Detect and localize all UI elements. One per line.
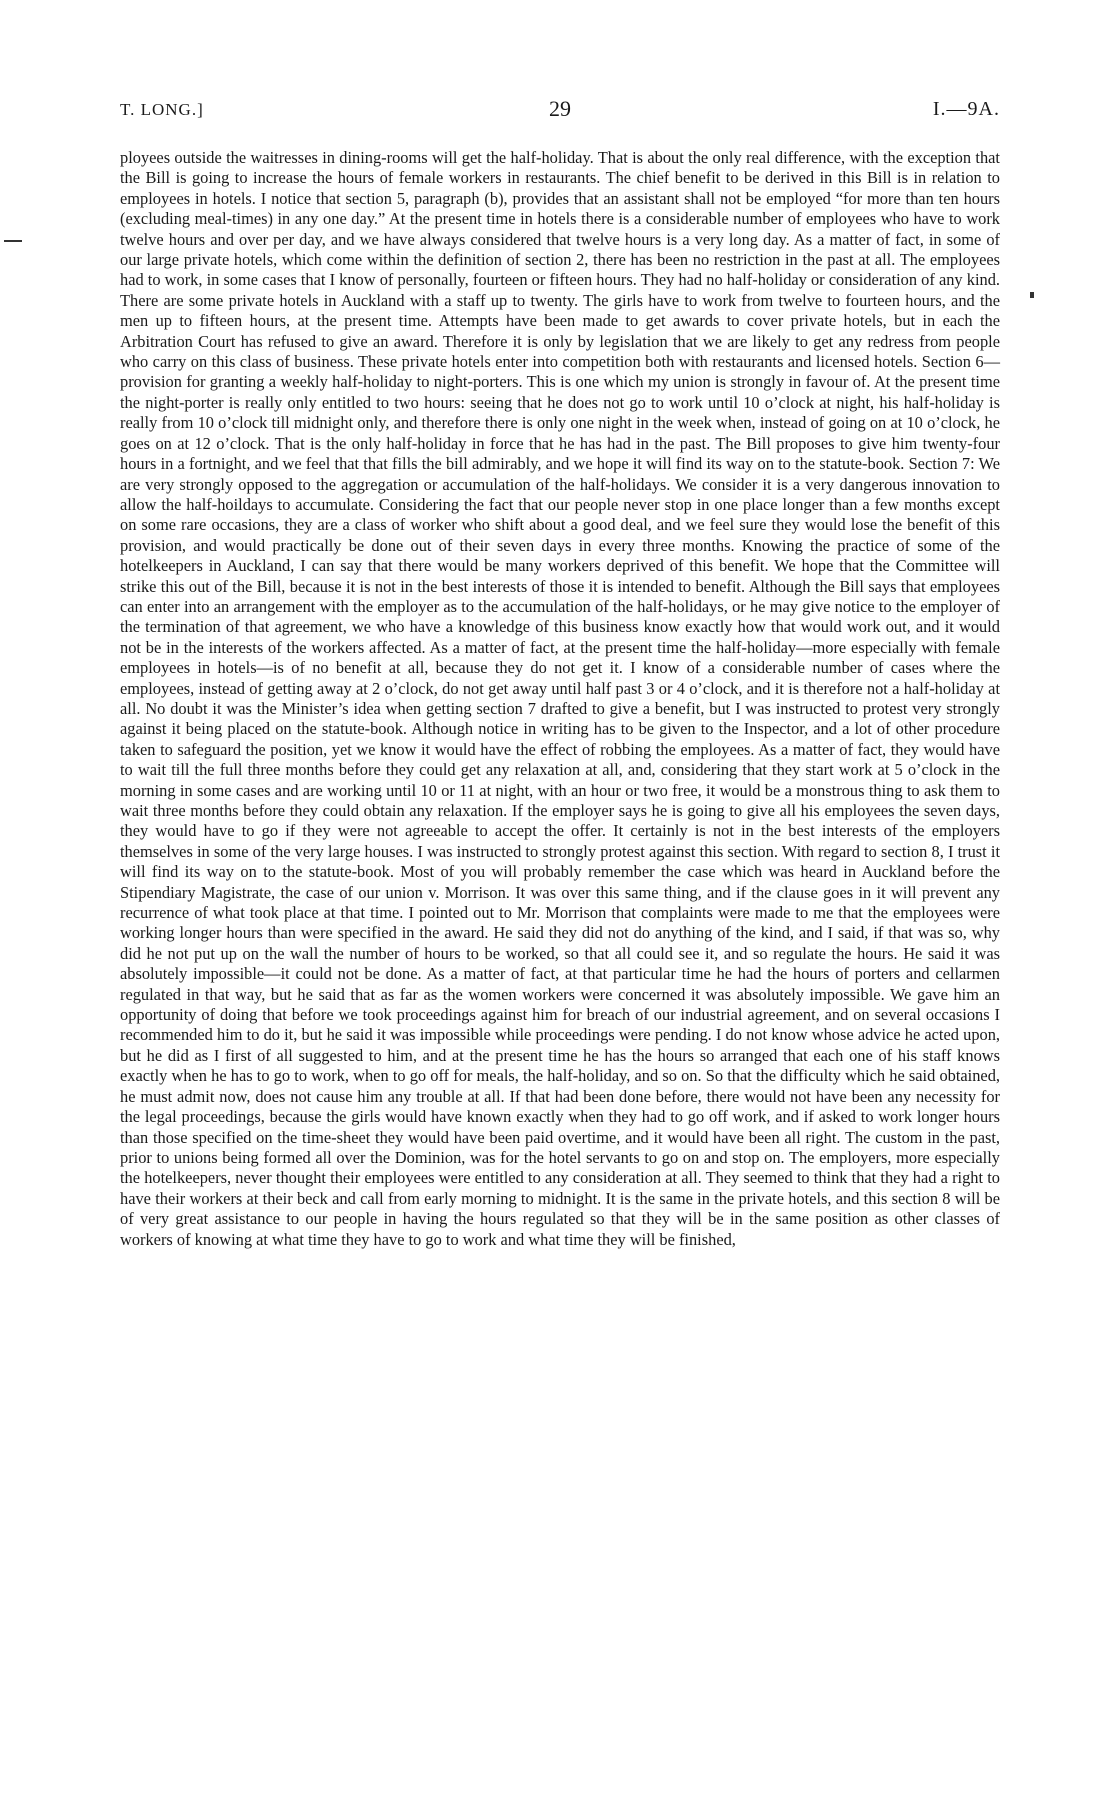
body-text <box>120 148 1000 1250</box>
page-number: 29 <box>549 96 571 121</box>
running-header <box>120 96 1000 126</box>
header-speaker: T. LONG.] <box>120 100 204 119</box>
margin-dot-mark <box>1030 292 1034 298</box>
paper-reference: I.—9A. <box>932 98 1000 120</box>
body-paragraph: ployees outside the waitresses in dining-rooms will get the half-holiday. That is about the only real difference, with the exception that the Bill is going to increase the hours of female workers in restaurants. The chief benefit to be derived in this Bill is in relation to employees in hotels. I notice that section 5, paragraph (b), provides that an assistant shall not be employed “for more than ten hours (excluding meal-times) in any one day.” At the present time in hotels there is a considerable number of employees who have to work twelve hours and over per day, and we have always considered that twelve hours is a very long day. As a matter of fact, in some of our large private hotels, which come within the definition of section 2, there has been no restriction in the past at all. The employees had to work, in some cases that I know of personally, fourteen or fifteen hours. They had no half-holiday or consideration of any kind. There are some private hotels in Auckland with a staff up to twenty. The girls have to work from twelve to fourteen hours, and the men up to fifteen hours, at the present time. Attempts have been made to get awards to cover private hotels, but in each the Arbitration Court has refused to give an award. Therefore it is only by legislation that we are likely to get any redress from people who carry on this class of business. These private hotels enter into competition both with restaurants and licensed hotels. Section 6—provision for granting a weekly half-holiday to night-porters. This is one which my union is strongly in favour of. At the present time the night-porter is really only entitled to two hours: seeing that he does not go to work until 10 o’clock at night, his half-holiday is really from 10 o’clock till midnight only, and therefore there is only one night in the week when, instead of going on at 10 o’clock, he goes on at 12 o’clock. That is the only half-holiday in force that he has had in the past. The Bill proposes to give him twenty-four hours in a fortnight, and we feel that that fills the bill admirably, and we hope it will find its way on to the statute-book. Section 7: We are very strongly opposed to the aggregation or accumulation of the half-holidays. We consider it is a very dangerous innovation to allow the half-hoildays to accumulate. Considering the fact that our people never stop in one place longer than a few months except on some rare occasions, they are a class of worker who shift about a good deal, and we feel sure they would lose the benefit of this provision, and would practically be done out of their seven days in every three months. Knowing the practice of some of the hotelkeepers in Auckland, I can say that there would be many workers deprived of this benefit. We hope that the Committee will strike this out of the Bill, because it is not in the best interests of those it is intended to benefit. Although the Bill says that employees can enter into an arrangement with the employer as to the accumulation of the half-holidays, or he may give notice to the employer of the termination of that agreement, we who have a knowledge of this business know exactly how that would work out, and it would not be in the interests of the workers affected. As a matter of fact, at the present time the half-holiday—more especially with female employees in hotels—is of no benefit at all, because they do not get it. I know of a considerable number of cases where the employees, instead of getting away at 2 o’clock, do not get away until half past 3 or 4 o’clock, and it is therefore not a half-holiday at all. No doubt it was the Minister’s idea when getting section 7 drafted to give a benefit, but I was instructed to protest very strongly against it being placed on the statute-book. Although notice in writing has to be given to the Inspector, and a lot of other procedure taken to safeguard the position, yet we know it would have the effect of robbing the employees. As a matter of fact, they would have to wait till the full three months before they could get any relaxation at all, and, considering that they start work at 5 o’clock in the morning in some cases and are working until 10 or 11 at night, with an hour or two free, it would be a monstrous thing to ask them to wait three months before they could obtain any relaxation. If the employer says he is going to give all his employees the seven days, they would have to go if they were not agreeable to accept the offer. It certainly is not in the best interests of the employers themselves in some of the very large houses. I was instructed to strongly protest against this section. With regard to section 8, I trust it will find its way on to the statute-book. Most of you will probably remember the case which was heard in Auckland before the Stipendiary Magistrate, the case of our union v. Morrison. It was over this same thing, and if the clause goes in it will prevent any recurrence of what took place at that time. I pointed out to Mr. Morrison that complaints were made to me that the employees were working longer hours than were specified in the award. He said they did not do anything of the kind, and I said, if that was so, why did he not put up on the wall the number of hours to be worked, so that all could see it, and so regulate the hours. He said it was absolutely impossible—it could not be done. As a matter of fact, at that particular time he had the hours of porters and cellarmen regulated in that way, but he said that as far as the women workers were concerned it was absolutely impossible. We gave him an opportunity of doing that before we took proceedings against him for breach of our industrial agreement, and on several occasions I recommended him to do it, but he said it was impossible while proceedings were pending. I do not know whose advice he acted upon, but he did as I first of all suggested to him, and at the present time he has the hours so arranged that each one of his staff knows exactly when he has to go to work, when to go off for meals, the half-holiday, and so on. So that the difficulty which he said obtained, he must admit now, does not cause him any trouble at all. If that had been done before, there would not have been any necessity for the legal proceedings, because the girls would have known exactly when they had to go off work, and if asked to work longer hours than those specified on the time-sheet they would have been paid overtime, and it would have been all right. The custom in the past, prior to unions being formed all over the Dominion, was for the hotel servants to go on and stop on. The employers, more especially the hotelkeepers, never thought their employees were entitled to any consideration at all. They seemed to think that they had a right to have their workers at their beck and call from early morning to midnight. It is the same in the private hotels, and this section 8 will be of very great assistance to our people in having the hours regulated so that they will be in the same position as other classes of workers of knowing at what time they have to go to work and what time they will be finished, <box>120 148 1000 1249</box>
margin-dash-mark <box>4 240 22 242</box>
